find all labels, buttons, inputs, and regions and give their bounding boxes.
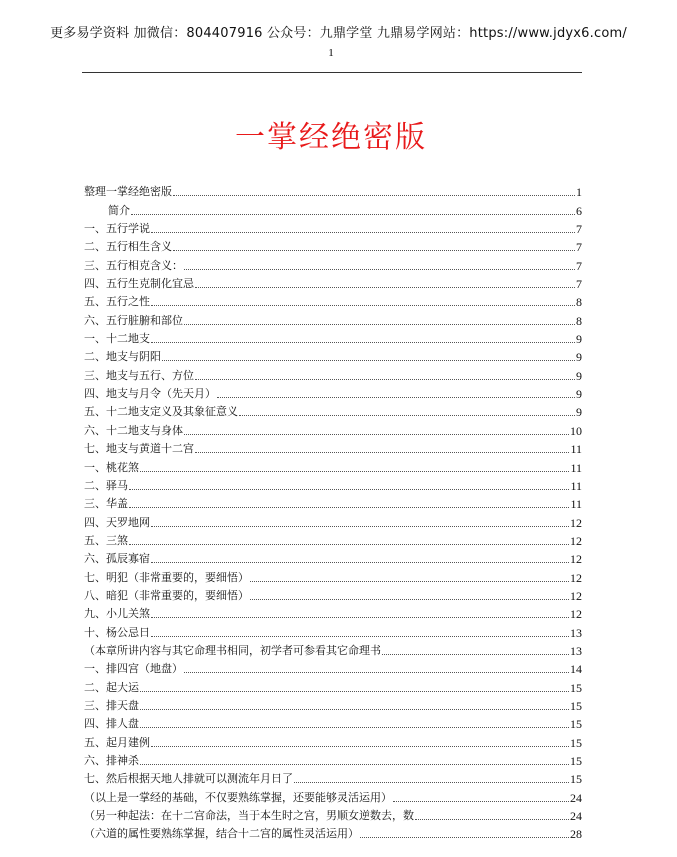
toc-entry-title: 三、五行相克含义：	[84, 258, 183, 272]
toc-entry[interactable]	[84, 511, 582, 529]
toc-dot-leader	[140, 709, 569, 710]
toc-entry-page-number: 13	[570, 625, 582, 640]
toc-entry-title: 七、地支与黄道十二宫	[84, 442, 194, 456]
header-page-number: 1	[328, 47, 334, 59]
toc-entry-title: 整理一掌经绝密版	[84, 185, 172, 199]
toc-entry[interactable]	[84, 364, 582, 382]
toc-dot-leader	[173, 195, 575, 196]
toc-entry-title: 二、五行相生含义	[84, 240, 172, 254]
toc-entry[interactable]	[84, 548, 582, 566]
toc-dot-leader	[162, 360, 575, 361]
toc-dot-leader	[250, 581, 569, 582]
toc-entry-title: 六、孤辰寡宿	[84, 552, 150, 566]
toc-dot-leader	[131, 214, 575, 215]
toc-dot-leader	[217, 397, 575, 398]
toc-entry[interactable]	[84, 383, 582, 401]
toc-entry-title: 四、五行生克制化宜忌	[84, 277, 194, 291]
toc-entry[interactable]	[84, 475, 582, 493]
toc-entry-title: 四、天罗地网	[84, 515, 150, 529]
toc-entry-page-number: 12	[570, 515, 582, 530]
toc-entry-page-number: 15	[570, 754, 582, 768]
toc-entry-page-number: 9	[576, 405, 582, 420]
toc-entry-title: 三、排天盘	[84, 698, 139, 712]
toc-dot-leader	[129, 507, 569, 508]
toc-dot-leader	[151, 617, 569, 618]
toc-entry[interactable]	[84, 346, 582, 364]
toc-entry-page-number: 15	[570, 698, 582, 713]
toc-entry-page-number: 15	[570, 680, 582, 695]
toc-dot-leader	[173, 250, 575, 251]
toc-dot-leader	[294, 782, 569, 783]
toc-entry-page-number: 15	[570, 735, 582, 750]
toc-entry-page-number: 9	[576, 387, 582, 402]
toc-entry-title: 五、五行之性	[84, 295, 150, 309]
toc-entry-title: 四、排人盘	[84, 717, 139, 731]
toc-dot-leader	[239, 415, 575, 416]
toc-entry-title: 十、杨公忌日	[84, 625, 150, 639]
toc-entry-title: 二、起大运	[84, 680, 139, 694]
toc-entry[interactable]	[84, 823, 582, 841]
toc-dot-leader	[151, 526, 569, 527]
toc-entry[interactable]	[84, 786, 582, 804]
toc-entry-page-number: 7	[576, 258, 582, 273]
toc-entry-page-number: 15	[570, 772, 582, 787]
toc-entry-title: 六、十二地支与身体	[84, 423, 183, 437]
toc-entry-title: 一、五行学说	[84, 222, 150, 236]
toc-entry-page-number: 8	[576, 295, 582, 310]
toc-entry[interactable]	[84, 291, 582, 309]
toc-dot-leader	[184, 269, 575, 270]
toc-entry[interactable]	[84, 530, 582, 548]
toc-entry-title: 四、地支与月令（先天月）	[84, 387, 216, 401]
toc-entry-page-number: 12	[570, 607, 582, 622]
header-divider	[82, 72, 582, 73]
toc-entry[interactable]	[84, 254, 582, 272]
toc-dot-leader	[140, 471, 569, 472]
toc-entry[interactable]	[84, 566, 582, 584]
toc-entry-title: 三、华盖	[84, 497, 128, 511]
toc-dot-leader	[140, 691, 569, 692]
toc-entry-page-number: 6	[576, 203, 582, 218]
toc-entry[interactable]	[84, 676, 582, 694]
toc-entry-page-number: 1	[576, 185, 582, 200]
toc-entry-page-number: 9	[576, 332, 582, 347]
toc-entry-title: 九、小儿关煞	[84, 607, 150, 621]
toc-entry-title: 八、暗犯（非常重要的，要细悟）	[84, 588, 249, 602]
toc-entry-title: 五、起月建例	[84, 735, 150, 749]
toc-dot-leader	[195, 452, 569, 453]
toc-dot-leader	[151, 636, 569, 637]
toc-entry[interactable]	[84, 731, 582, 749]
toc-entry-page-number: 13	[570, 643, 582, 658]
toc-dot-leader	[151, 562, 569, 563]
toc-entry-page-number: 14	[570, 662, 582, 677]
toc-entry-page-number: 7	[576, 277, 582, 292]
toc-entry-page-number: 12	[570, 552, 582, 567]
toc-entry[interactable]	[84, 199, 582, 217]
toc-entry[interactable]	[84, 585, 582, 603]
toc-dot-leader	[151, 232, 575, 233]
toc-entry[interactable]	[84, 236, 582, 254]
toc-dot-leader	[151, 342, 575, 343]
toc-entry[interactable]	[84, 309, 582, 327]
toc-entry-page-number: 12	[570, 533, 582, 548]
toc-entry-title: 六、排神杀	[84, 754, 139, 767]
toc-dot-leader	[129, 544, 569, 545]
toc-entry-title: （本章所讲内容与其它命理书相同，初学者可参看其它命理书	[84, 643, 381, 657]
toc-dot-leader	[382, 654, 569, 655]
toc-entry-title: 一、桃花煞	[84, 460, 139, 474]
toc-entry-title: 六、五行脏腑和部位	[84, 313, 183, 327]
toc-entry-title: 五、三煞	[84, 533, 128, 547]
toc-entry-page-number: 9	[576, 368, 582, 383]
document-title: 一掌经绝密版	[235, 120, 427, 155]
toc-dot-leader	[151, 746, 569, 747]
toc-dot-leader	[250, 599, 569, 600]
toc-dot-leader	[184, 434, 569, 435]
toc-dot-leader	[393, 801, 569, 802]
toc-dot-leader	[184, 324, 575, 325]
toc-entry-page-number: 7	[576, 222, 582, 237]
toc-entry[interactable]	[84, 805, 582, 823]
toc-entry-page-number: 15	[570, 717, 582, 732]
toc-entry-title: 一、十二地支	[84, 332, 150, 346]
toc-entry[interactable]	[84, 695, 582, 713]
toc-entry-title: （另一种起法：在十二宫命法，当于本生时之宫，男顺女逆数去，数	[84, 809, 414, 823]
toc-dot-leader	[195, 287, 575, 288]
toc-entry-title: 二、地支与阴阳	[84, 350, 161, 364]
toc-entry[interactable]	[84, 658, 582, 676]
toc-dot-leader	[140, 764, 569, 765]
toc-entry-page-number: 12	[570, 588, 582, 603]
toc-entry-page-number: 11	[570, 460, 582, 475]
toc-entry[interactable]	[84, 273, 582, 291]
toc-entry-title: 三、地支与五行、方位	[84, 368, 194, 382]
toc-entry-title: 七、明犯（非常重要的，要细悟）	[84, 570, 249, 584]
toc-entry-page-number: 12	[570, 570, 582, 585]
toc-entry[interactable]	[84, 401, 582, 419]
toc-dot-leader	[195, 379, 575, 380]
toc-dot-leader	[184, 672, 569, 673]
toc-entry[interactable]	[84, 621, 582, 639]
table-of-contents	[84, 181, 582, 841]
toc-entry[interactable]	[84, 419, 582, 437]
toc-entry-title: （六道的属性要熟练掌握，结合十二宫的属性灵活运用）	[84, 827, 359, 841]
toc-dot-leader	[360, 837, 569, 838]
toc-entry-page-number: 24	[570, 790, 582, 805]
toc-entry[interactable]	[84, 768, 582, 786]
toc-dot-leader	[151, 305, 575, 306]
toc-entry-page-number: 24	[570, 809, 582, 824]
toc-entry-page-number: 28	[570, 827, 582, 842]
toc-dot-leader	[129, 489, 569, 490]
toc-dot-leader	[415, 819, 569, 820]
toc-entry[interactable]	[84, 713, 582, 731]
toc-entry[interactable]	[84, 493, 582, 511]
toc-entry-title: 简介	[108, 203, 130, 217]
toc-entry[interactable]	[84, 750, 582, 768]
toc-entry[interactable]	[84, 218, 582, 236]
toc-entry-title: 五、十二地支定义及其象征意义	[84, 405, 238, 419]
toc-entry[interactable]	[84, 640, 582, 658]
toc-entry-page-number: 11	[570, 442, 582, 457]
toc-entry-page-number: 9	[576, 350, 582, 365]
toc-entry[interactable]	[84, 603, 582, 621]
toc-entry[interactable]	[84, 438, 582, 456]
toc-entry[interactable]	[84, 456, 582, 474]
toc-entry-title: 七、然后根据天地人排就可以测流年月日了	[84, 772, 293, 786]
toc-entry-page-number: 11	[570, 478, 582, 493]
toc-entry-page-number: 11	[570, 497, 582, 512]
toc-entry-title: 一、排四宫（地盘）	[84, 662, 183, 676]
header-contact-line: 更多易学资料 加微信：804407916 公众号：九鼎学堂 九鼎易学网站：https://www.jdyx6.com/	[50, 26, 627, 41]
toc-entry[interactable]	[84, 181, 582, 199]
toc-entry[interactable]	[84, 328, 582, 346]
toc-entry-title: （以上是一掌经的基础，不仅要熟练掌握，还要能够灵活运用）	[84, 790, 392, 804]
toc-entry-page-number: 8	[576, 313, 582, 328]
toc-dot-leader	[140, 727, 569, 728]
toc-entry-page-number: 10	[570, 423, 582, 438]
toc-entry-page-number: 7	[576, 240, 582, 255]
toc-entry-title: 二、驿马	[84, 478, 128, 492]
